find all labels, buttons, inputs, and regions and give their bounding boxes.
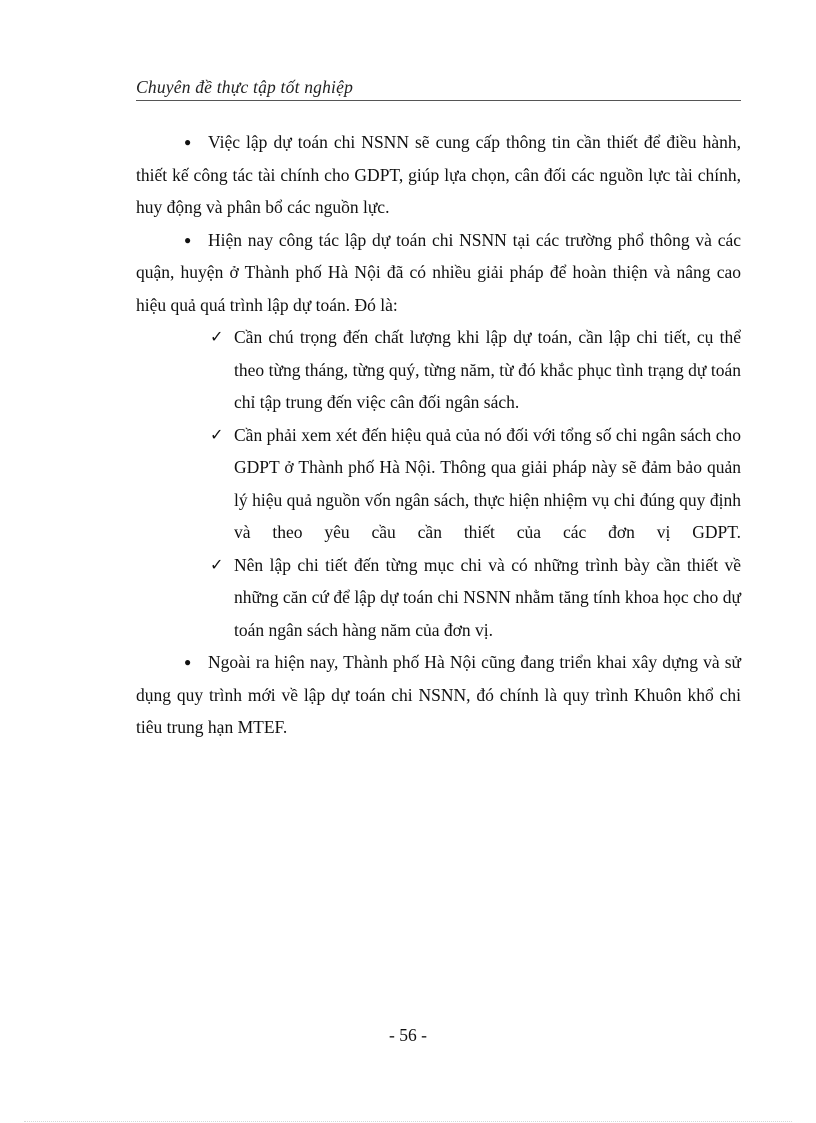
check-item-3 [136, 549, 741, 647]
bullet-dot-icon: ● [184, 655, 192, 669]
header-title: Chuyên đề thực tập tốt nghiệp [136, 77, 354, 97]
checkmark-icon: ✓ [210, 327, 224, 346]
check-text-3: Nên lập chi tiết đến từng mục chi và có những trình bày cần thiết về những căn cứ để lập dự toán chi NSNN nhằm tăng tính khoa học cho dự toán ngân sách hàng năm của đơn vị. [234, 554, 741, 640]
page-bottom-edge [24, 1121, 792, 1122]
body-text [136, 126, 741, 744]
page-header [136, 76, 741, 101]
check-text-2: Cần phải xem xét đến hiệu quả của nó đối với tổng số chi ngân sách cho GDPT ở Thành phố Hà Nội. Thông qua giải pháp này sẽ đảm bảo quản lý hiệu quả nguồn vốn ngân sách, thực hiện nhiệm vụ chi đúng quy định và theo yêu cầu cần thiết của các đơn vị GDPT. [234, 424, 741, 542]
bullet-dot-icon: ● [184, 135, 192, 149]
check-text-1: Cần chú trọng đến chất lượng khi lập dự toán, cần lập chi tiết, cụ thể theo từng tháng, từng quý, từng năm, từ đó khắc phục tình trạng dự toán chỉ tập trung đến việc cân đối ngân sách. [234, 327, 741, 412]
bullet-text-1: Việc lập dự toán chi NSNN sẽ cung cấp thông tin cần thiết để điều hành, thiết kế công tác tài chính cho GDPT, giúp lựa chọn, cân đối các nguồn lực tài chính, huy động và phân bổ các nguồn lực. [136, 132, 741, 217]
bullet-text-3: Ngoài ra hiện nay, Thành phố Hà Nội cũng đang triển khai xây dựng và sử dụng quy trình mới về lập dự toán chi NSNN, đó chính là quy trình Khuôn khổ chi tiêu trung hạn MTEF. [136, 652, 741, 737]
bullet-paragraph-1 [136, 126, 741, 224]
check-list [136, 321, 741, 646]
bullet-dot-icon: ● [184, 232, 192, 247]
page-number: - 56 - [389, 1025, 427, 1045]
checkmark-icon: ✓ [210, 554, 224, 574]
check-item-1 [136, 321, 741, 419]
checkmark-icon: ✓ [210, 424, 224, 444]
check-item-2 [136, 419, 741, 549]
bullet-paragraph-3 [136, 646, 741, 744]
bullet-text-2: Hiện nay công tác lập dự toán chi NSNN tại các trường phổ thông và các quận, huyện ở Thành phố Hà Nội đã có nhiều giải pháp để hoàn thiện và nâng cao hiệu quả quá trình lập dự toán. Đó là: [136, 229, 741, 315]
bullet-paragraph-2 [136, 224, 741, 322]
